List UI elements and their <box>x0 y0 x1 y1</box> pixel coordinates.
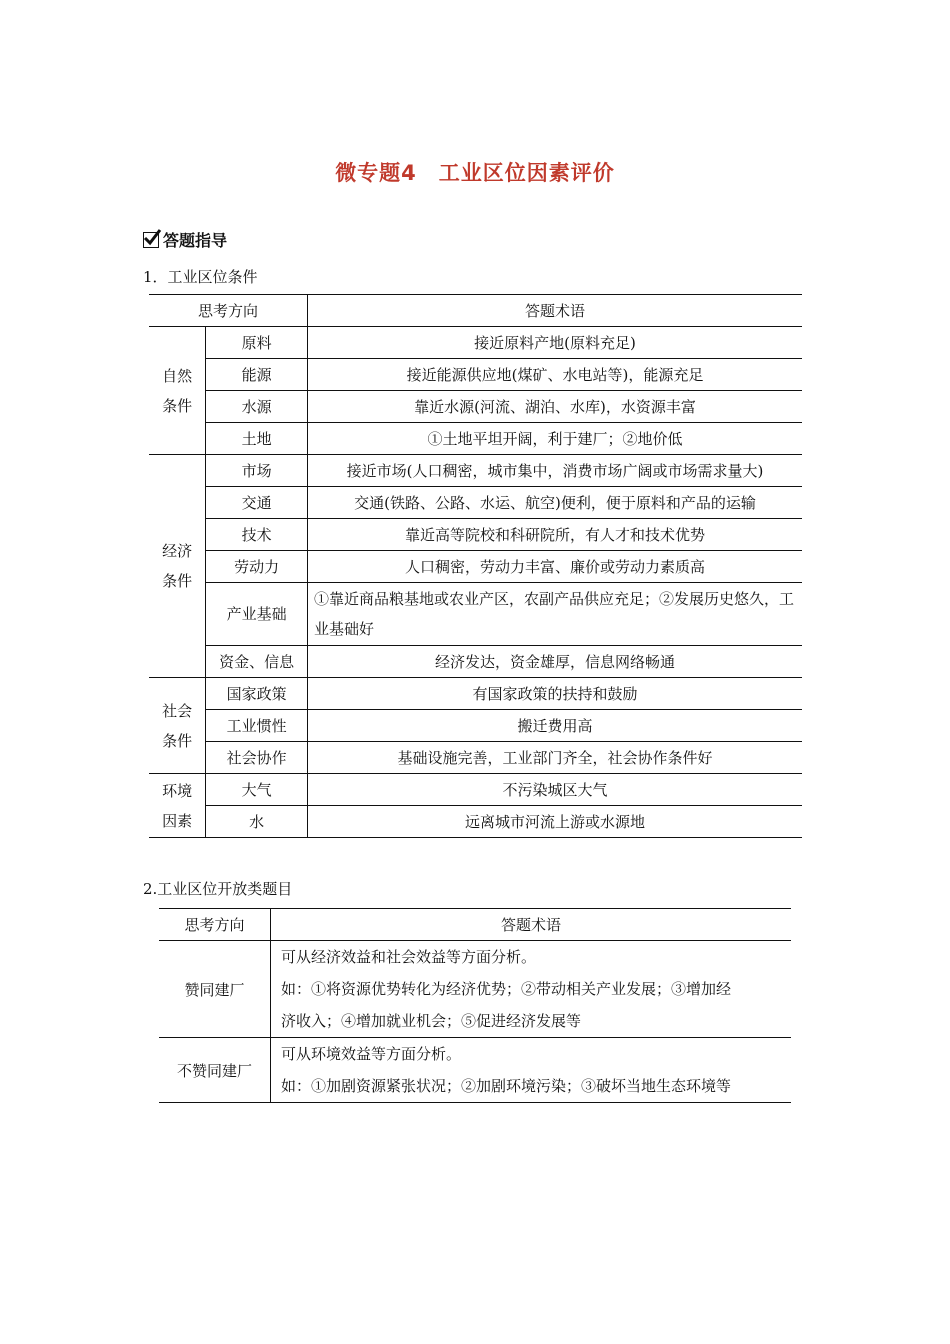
header-terms: 答题术语 <box>271 909 792 941</box>
direction-cell: 赞同建厂 <box>159 941 271 1038</box>
term-cell: ①土地平坦开阔，利于建厂；②地价低 <box>308 423 803 455</box>
factor-cell: 技术 <box>206 519 308 551</box>
group-economy <box>149 455 206 678</box>
header-terms: 答题术语 <box>308 295 803 327</box>
table-row <box>149 678 802 710</box>
section-heading <box>143 228 227 251</box>
table-header-row <box>149 295 802 327</box>
table-row <box>149 487 802 519</box>
factor-cell: 大气 <box>206 774 308 806</box>
table-row <box>149 583 802 646</box>
group-nature <box>149 327 206 455</box>
table-row <box>149 455 802 487</box>
factor-cell: 水 <box>206 806 308 838</box>
header-direction: 思考方向 <box>149 295 308 327</box>
term-cell: 远离城市河流上游或水源地 <box>308 806 803 838</box>
term-line: 济收入；④增加就业机会；⑤促进经济发展等 <box>281 1012 582 1030</box>
term-cell: 人口稠密，劳动力丰富、廉价或劳动力素质高 <box>308 551 803 583</box>
group-label: 社会条件 <box>162 701 193 750</box>
term-cell: ①靠近商品粮基地或农业产区，农副产品供应充足；②发展历史悠久，工业基础好 <box>308 583 803 646</box>
factor-cell: 社会协作 <box>206 742 308 774</box>
term-cell: 接近市场(人口稠密，城市集中，消费市场广阔或市场需求量大) <box>308 455 803 487</box>
table-row <box>159 941 791 1038</box>
group-label: 自然条件 <box>162 366 193 415</box>
term-cell: 有国家政策的扶持和鼓励 <box>308 678 803 710</box>
factor-cell: 土地 <box>206 423 308 455</box>
factor-cell: 资金、信息 <box>206 646 308 678</box>
term-cell: 交通(铁路、公路、水运、航空)便利，便于原料和产品的运输 <box>308 487 803 519</box>
table-row <box>159 1038 791 1103</box>
checkbox-icon <box>143 232 159 248</box>
factor-cell: 劳动力 <box>206 551 308 583</box>
table-header-row <box>159 909 791 941</box>
header-direction: 思考方向 <box>159 909 271 941</box>
factor-cell: 市场 <box>206 455 308 487</box>
table1-heading: 1．工业区位条件 <box>143 268 258 286</box>
table-row <box>149 391 802 423</box>
table-row <box>149 551 802 583</box>
group-label: 环境因素 <box>162 781 193 830</box>
table-row <box>149 806 802 838</box>
table2-heading: 2.工业区位开放类题目 <box>143 880 293 898</box>
table-row <box>149 359 802 391</box>
factor-cell: 交通 <box>206 487 308 519</box>
factor-cell: 能源 <box>206 359 308 391</box>
group-label: 经济条件 <box>162 542 193 590</box>
term-line: 可从环境效益等方面分析。 <box>281 1045 462 1063</box>
table-row <box>149 710 802 742</box>
group-society <box>149 678 206 774</box>
table-row <box>149 519 802 551</box>
factor-cell: 工业惯性 <box>206 710 308 742</box>
page-title: 微专题4 工业区位因素评价 <box>335 161 615 185</box>
term-cell: 经济发达，资金雄厚，信息网络畅通 <box>308 646 803 678</box>
term-cell: 基础设施完善，工业部门齐全，社会协作条件好 <box>308 742 803 774</box>
direction-cell: 不赞同建厂 <box>159 1038 271 1103</box>
table-row <box>149 742 802 774</box>
table-row <box>149 646 802 678</box>
factor-cell: 水源 <box>206 391 308 423</box>
group-env <box>149 774 206 838</box>
factor-cell: 产业基础 <box>206 583 308 646</box>
term-cell: 搬迁费用高 <box>308 710 803 742</box>
term-cell: 靠近高等院校和科研院所，有人才和技术优势 <box>308 519 803 551</box>
open-question-table <box>159 908 791 1103</box>
factor-cell: 原料 <box>206 327 308 359</box>
section-label: 答题指导 <box>163 231 228 250</box>
term-cell <box>271 1038 792 1103</box>
location-conditions-table <box>149 294 802 838</box>
term-cell: 不污染城区大气 <box>308 774 803 806</box>
term-cell: 接近能源供应地(煤矿、水电站等)，能源充足 <box>308 359 803 391</box>
term-line: 如：①加剧资源紧张状况；②加剧环境污染；③破坏当地生态环境等 <box>281 1077 732 1095</box>
factor-cell: 国家政策 <box>206 678 308 710</box>
table-row <box>149 327 802 359</box>
term-cell <box>271 941 792 1038</box>
table-row <box>149 774 802 806</box>
term-cell: 接近原料产地(原料充足) <box>308 327 803 359</box>
table-row <box>149 423 802 455</box>
term-line: 可从经济效益和社会效益等方面分析。 <box>281 948 537 966</box>
term-cell: 靠近水源(河流、湖泊、水库)，水资源丰富 <box>308 391 803 423</box>
term-line: 如：①将资源优势转化为经济优势；②带动相关产业发展；③增加经 <box>281 980 732 998</box>
